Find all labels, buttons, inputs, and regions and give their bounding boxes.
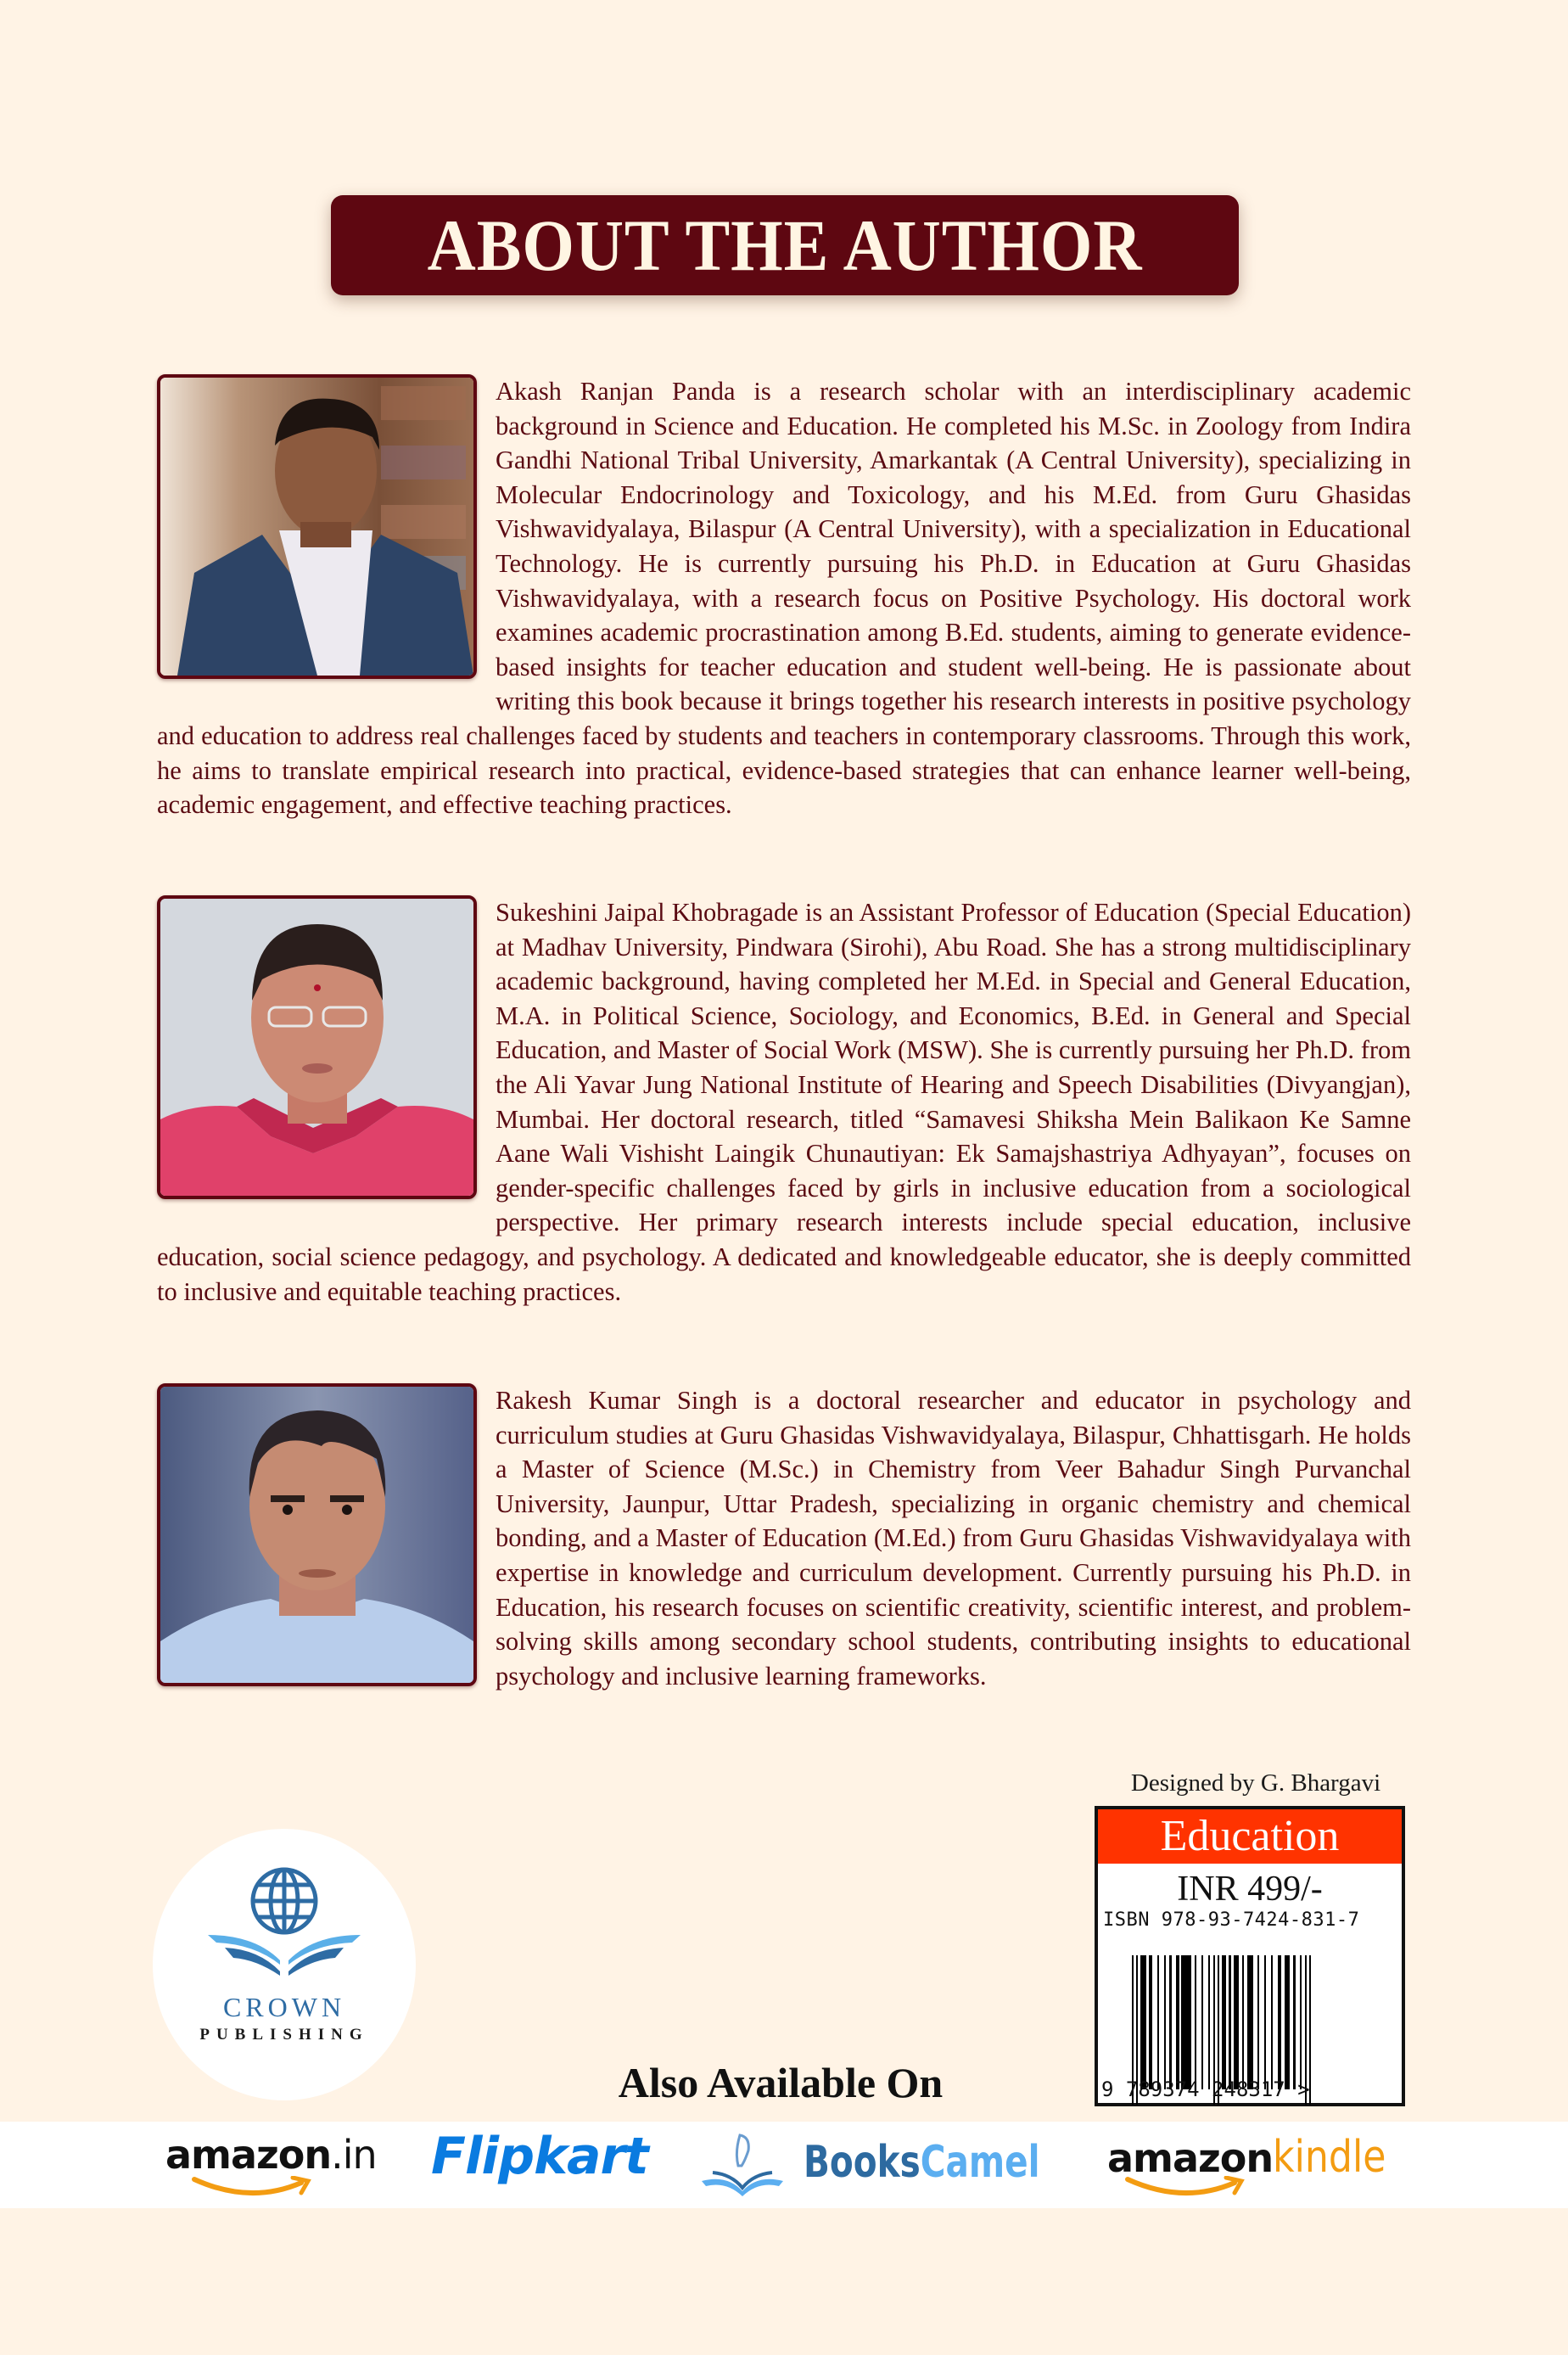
author-photo-sukeshini xyxy=(157,895,477,1199)
barcode-digits: 9 789374 248317 > xyxy=(1101,2077,1310,2101)
also-available-heading: Also Available On xyxy=(618,2059,944,2106)
store-flipkart[interactable]: Flipkart xyxy=(431,2127,648,2186)
author-bio-2: Sukeshini Jaipal Khobragade is an Assistant Professor of Education (Special Education) at Madhav University, Pindwara (Sirohi), Abu Road. She has a strong multidisciplinary academic background, having completed her M.Ed. in Special and General Education, M.A. in Political Science, Sociology, and Economics, B.Ed. in General and Special Education, and Master of Social Work (MSW). She is currently pursuing her Ph.D. from the Ali Yavar Jung National Institute of Hearing and Speech Disabilities (Divyangjan), Mumbai. Her doctoral research, titled “Samavesi Shiksha Mein Balikaon Ke Samne Aane Wali Vishisht Laingik Chunautiyan: Ek Samajshastriya Adhyayan”, focuses on gender-specific challenges faced by girls in inclusive education from a sociological perspective. Her primary research interests include special education, inclusive education, social science pedagogy, and psychology. A dedicated and knowledgeable educator, she is deeply committed to inclusive and equitable teaching practices. xyxy=(157,895,1411,1309)
store-amazon-in[interactable]: amazon.in xyxy=(165,2132,386,2200)
globe-book-icon xyxy=(195,1854,373,1999)
author-bio-3: Rakesh Kumar Singh is a doctoral researcher and educator in psychology and curriculum studies at Guru Ghasidas Vishwavidyalaya, Bilaspur, Chhattisgarh. He holds a Master of Science (M.Sc.) in Chemistry from Veer Bahadur Singh Purvanchal University, Jaunpur, Uttar Pradesh, specializing in organic chemistry and chemical bonding, and a Master of Education (M.Ed.) from Guru Ghasidas Vishwavidyalaya with expertise in knowledge and curriculum development. Currently pursuing his Ph.D. in Education, his research focuses on scientific creativity, scientific interest, and problem-solving skills among secondary school students, contributing insights to educational psychology and inclusive learning frameworks. xyxy=(157,1383,1411,1693)
author-photo-rakesh xyxy=(157,1383,477,1686)
isbn-number: ISBN 978-93-7424-831-7 xyxy=(1103,1909,1360,1931)
publisher-subtitle: PUBLISHING xyxy=(199,2026,369,2044)
genre-label: Education xyxy=(1098,1809,1402,1864)
designer-credit: Designed by G. Bhargavi xyxy=(1130,1769,1381,1797)
portrait-woman-icon xyxy=(160,899,473,1196)
price-label: INR 499/- xyxy=(1177,1870,1323,1909)
amazon-smile-icon xyxy=(191,2176,318,2200)
bookscamel-book-icon xyxy=(697,2132,791,2200)
isbn-price-box xyxy=(1095,1806,1405,2106)
store-bookscamel[interactable]: BooksCamel xyxy=(697,2132,1062,2200)
store-logos-strip xyxy=(0,2122,1568,2208)
publisher-name: CROWN xyxy=(222,1992,346,2022)
portrait-man-shirt-icon xyxy=(160,1387,473,1683)
author-bio-1: Akash Ranjan Panda is a research scholar with an interdisciplinary academic background in Science and Education. He completed his M.Sc. in Zoology from Indira Gandhi National Tribal University, Amarkantak (A Central University), specializing in Molecular Endocrinology and Toxicology, and his M.Ed. from Guru Ghasidas Vishwavidyalaya, Bilaspur (A Central University), with a specialization in Educational Technology. He is currently pursuing his Ph.D. in Education at Guru Ghasidas Vishwavidyalaya, with a research focus on Positive Psychology. His doctoral work examines academic procrastination among B.Ed. students, aiming to generate evidence-based insights for teacher education and student well-being. He is passionate about writing this book because it brings together his research interests in positive psychology and education to address real challenges faced by students and teachers in contemporary classrooms. Through this work, he aims to translate empirical research into practical, evidence-based strategies that can enhance learner well-being, academic engagement, and effective teaching practices. xyxy=(157,374,1411,822)
amazon-smile-icon xyxy=(1124,2176,1252,2200)
page-title: ABOUT THE AUTHOR xyxy=(427,205,1143,286)
author-photo-akash xyxy=(157,374,477,679)
portrait-man-suit-icon xyxy=(160,378,473,676)
title-banner xyxy=(331,195,1239,295)
publisher-logo xyxy=(153,1829,416,2100)
store-amazon-kindle[interactable]: amazonkindle xyxy=(1107,2132,1413,2200)
